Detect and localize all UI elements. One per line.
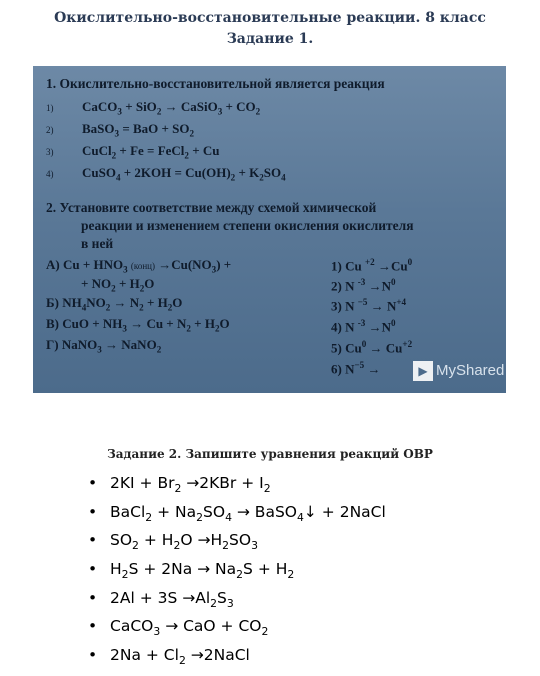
task1-heading: Задание 1. bbox=[226, 31, 314, 47]
scheme-v: В) CuO + $NH_3 \to Cu + N_2 + H_2O$ bbox=[46, 316, 230, 334]
equation-4: • $H_2S + 2Na \to Na_2S + H_2$ bbox=[88, 560, 295, 582]
slide-image bbox=[33, 66, 506, 393]
equation-1: • $2KI + Br_2 \to 2KBr + I_2$ bbox=[88, 474, 271, 496]
scheme-a: А) $Cu + HNO_3$ (конц) $\to Cu(NO_3)$ + bbox=[46, 257, 232, 275]
option-3: 3) CuCl$_2$ + Fe = FeCl$_2$ + Cu bbox=[46, 143, 220, 161]
scheme-g: Г) NaNO$_3$ → NaNO$_2$ bbox=[46, 337, 162, 355]
equation-7: • $2Na + Cl_2$ →2NaCl bbox=[88, 646, 250, 668]
question-2-line3: в ней bbox=[81, 236, 114, 251]
answer-5: 5) $Cu^0 \to Cu^{+2}$ bbox=[331, 339, 413, 356]
answer-2: 2) N $^{-3} \to N^0$ bbox=[331, 277, 396, 294]
question-2-line2: реакции и изменением степени окисления окислителя bbox=[81, 218, 414, 233]
answer-1: 1) Cu $^{+2} \to Cu^0$ bbox=[331, 257, 413, 274]
page-title: Окислительно-восстановительные реакции. 8 класс bbox=[54, 10, 486, 26]
equation-6: • CaCO$_3$ → CaO + $CO_2$ bbox=[88, 617, 269, 639]
question-2-line1: 2. Установите соответствие между схемой химической bbox=[46, 200, 377, 215]
answer-6: 6) $N^{-5}$ → bbox=[331, 360, 381, 377]
equation-5: • $2Al + 3S \to Al_2S_3$ bbox=[88, 588, 234, 610]
option-4: 4) CuSO$_4$ + $2KOH = Cu(OH)_2 + K_2SO_4$ bbox=[46, 165, 286, 183]
watermark-logo: ▶ MyShared bbox=[413, 361, 504, 381]
answer-4: 4) N $^{-3} \to N^0$ bbox=[331, 318, 396, 335]
option-1: 1) CaCO$_3$ + SiO$_2$ → CaSiO$_3$ + $CO_2$ bbox=[46, 99, 261, 117]
task2-heading: Задание 2. Запишите уравнения реакций ОВР bbox=[107, 447, 433, 461]
equation-2: • BaCl$_2$ + $Na_2SO_4$ → BaSO$_4$↓ + 2NaCl bbox=[88, 502, 386, 524]
question-1: 1. Окислительно-восстановительной является реакция bbox=[46, 76, 385, 91]
answer-3: 3) N $^{-5} \to N^{+4}$ bbox=[331, 297, 407, 314]
option-2: 2) BaSO$_3$ = BaO + $SO_2$ bbox=[46, 121, 195, 139]
scheme-b: Б) $NH_4NO_2 \to N_2 + H_2O$ bbox=[46, 295, 183, 313]
myshared-logo-icon: ▶ bbox=[413, 361, 433, 381]
scheme-a-cont: + $NO_2 + H_2O$ bbox=[81, 276, 155, 294]
equation-3: • $SO_2 + H_2O \to H_2SO_3$ bbox=[88, 531, 258, 553]
equation-list bbox=[88, 474, 386, 675]
